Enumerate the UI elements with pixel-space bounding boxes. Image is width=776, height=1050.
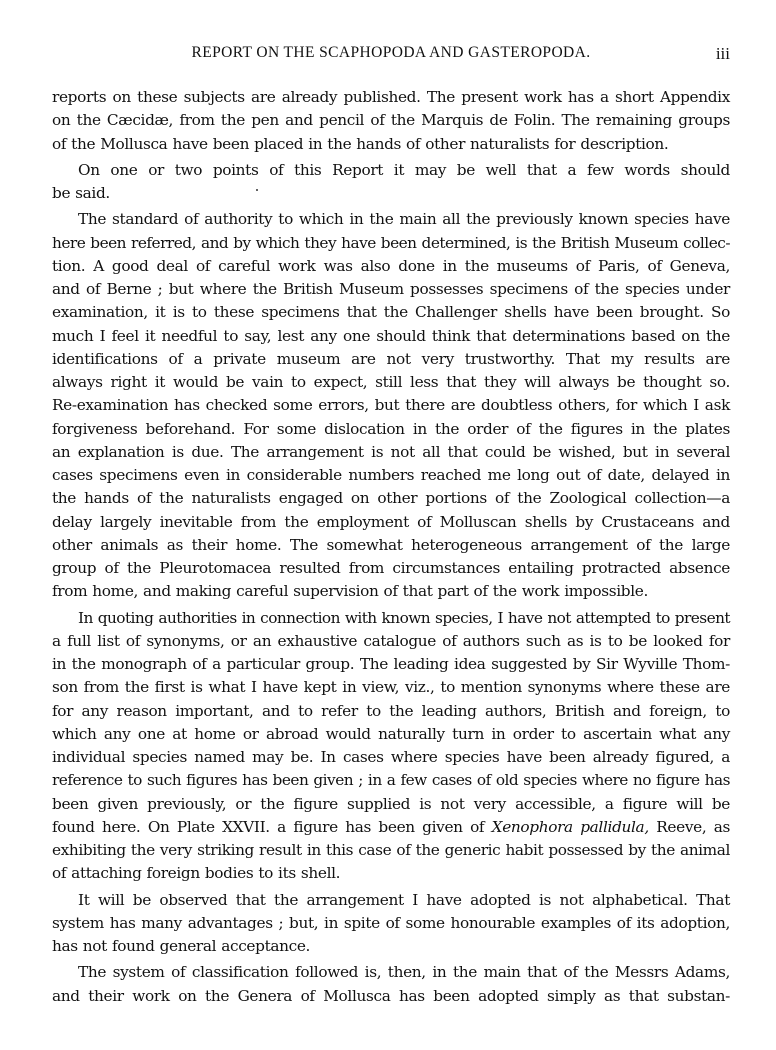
page-number: iii	[715, 44, 730, 63]
text-line: reference to such figures has been given ; in a few cases of old species where no figure has	[52, 771, 730, 790]
text-line: from home, and making careful supervision of that part of the work impossible.	[52, 582, 648, 601]
text-line: On one or two points of this Report it may be well that a few words should	[78, 160, 730, 179]
text-line: in the monograph of a particular group. The leading idea suggested by Sir Wyville Thom-	[52, 655, 730, 673]
paragraph	[52, 607, 730, 886]
text-line: son from the first is what I have kept in view, viz., to mention synonyms where these are	[52, 678, 730, 697]
paragraph	[52, 159, 730, 206]
text-line: reports on these subjects are already published. The present work has a short Appendix	[52, 88, 730, 106]
text-line: here been referred, and by which they have been determined, is the British Museum collec-	[52, 233, 730, 252]
text-line: be said.	[52, 184, 110, 202]
plate-line-after: Reeve, as	[648, 817, 731, 836]
body-text	[52, 86, 730, 1011]
paragraph	[52, 86, 730, 156]
plate-reference-line	[52, 816, 730, 839]
text-line: and their work on the Genera of Mollusca has been adopted simply as that substan-	[52, 986, 730, 1005]
text-line: system has many advantages ; but, in spite of some honourable examples of its adoption,	[52, 913, 730, 932]
text-line: It will be observed that the arrangement I have adopted is not alphabetical. That	[78, 890, 730, 909]
text-line: group of the Pleurotomacea resulted from circumstances entailing protracted absence	[52, 559, 730, 577]
text-line: been given previously, or the figure supplied is not very accessible, a figure will be	[52, 794, 730, 813]
text-line: The standard of authority to which in the main all the previously known species have	[78, 210, 730, 229]
text-line: much I feel it needful to say, lest any one should think that determinations based on the	[52, 326, 730, 345]
running-head	[52, 44, 730, 68]
text-line: of the Mollusca have been placed in the hands of other naturalists for description.	[52, 134, 669, 153]
running-title: REPORT ON THE SCAPHOPODA AND GASTEROPODA.	[191, 44, 591, 61]
paragraph	[52, 208, 730, 603]
text-line: and of Berne ; but where the British Museum possesses specimens of the species under	[52, 280, 730, 298]
text-line: cases specimens even in considerable numbers reached me long out of date, delayed in	[52, 466, 730, 484]
text-line: on the Cæcidæ, from the pen and pencil of the Marquis de Folin. The remaining groups	[52, 111, 730, 130]
text-line: tion. A good deal of careful work was also done in the museums of Paris, of Geneva,	[52, 256, 730, 275]
text-line: has not found general acceptance.	[52, 937, 311, 955]
text-line: for any reason important, and to refer to the leading authors, British and foreign, to	[52, 701, 730, 720]
text-line: Re-examination has checked some errors, but there are doubtless others, for which I ask	[52, 396, 730, 415]
paragraph	[52, 961, 730, 1008]
plate-line-before: found here. On Plate XXVII. a figure has been given of	[52, 817, 492, 836]
text-line: In quoting authorities in connection with known species, I have not attempted to present	[78, 608, 730, 627]
species-name: Xenophora pallidula,	[491, 817, 649, 836]
text-line: an explanation is due. The arrangement is not all that could be wished, but in several	[52, 442, 730, 461]
text-line: examination, it is to these specimens that the Challenger shells have been brought. So	[52, 303, 730, 322]
print-speck	[256, 189, 258, 191]
text-line: of attaching foreign bodies to its shell.	[52, 864, 341, 883]
text-line: The system of classification followed is, then, in the main that of the Messrs Adams,	[78, 963, 730, 982]
paragraph	[52, 889, 730, 959]
text-line: which any one at home or abroad would naturally turn in order to ascertain what any	[52, 724, 730, 743]
text-line: always right it would be vain to expect, still less that they will always be thought so.	[52, 373, 730, 391]
text-line: individual species named may be. In cases where species have been already figured, a	[52, 748, 730, 766]
text-line: delay largely inevitable from the employment of Molluscan shells by Crustaceans and	[52, 512, 730, 531]
text-line: identifications of a private museum are not very trustworthy. That my results are	[52, 349, 730, 368]
text-line: forgiveness beforehand. For some dislocation in the order of the figures in the plates	[52, 419, 730, 438]
text-line: the hands of the naturalists engaged on other portions of the Zoological collection—a	[52, 489, 730, 508]
text-line: other animals as their home. The somewhat heterogeneous arrangement of the large	[52, 535, 730, 554]
text-line: exhibiting the very striking result in this case of the generic habit possessed by the animal	[52, 841, 730, 859]
text-line: a full list of synonyms, or an exhaustive catalogue of authors such as is to be looked for	[52, 631, 730, 650]
